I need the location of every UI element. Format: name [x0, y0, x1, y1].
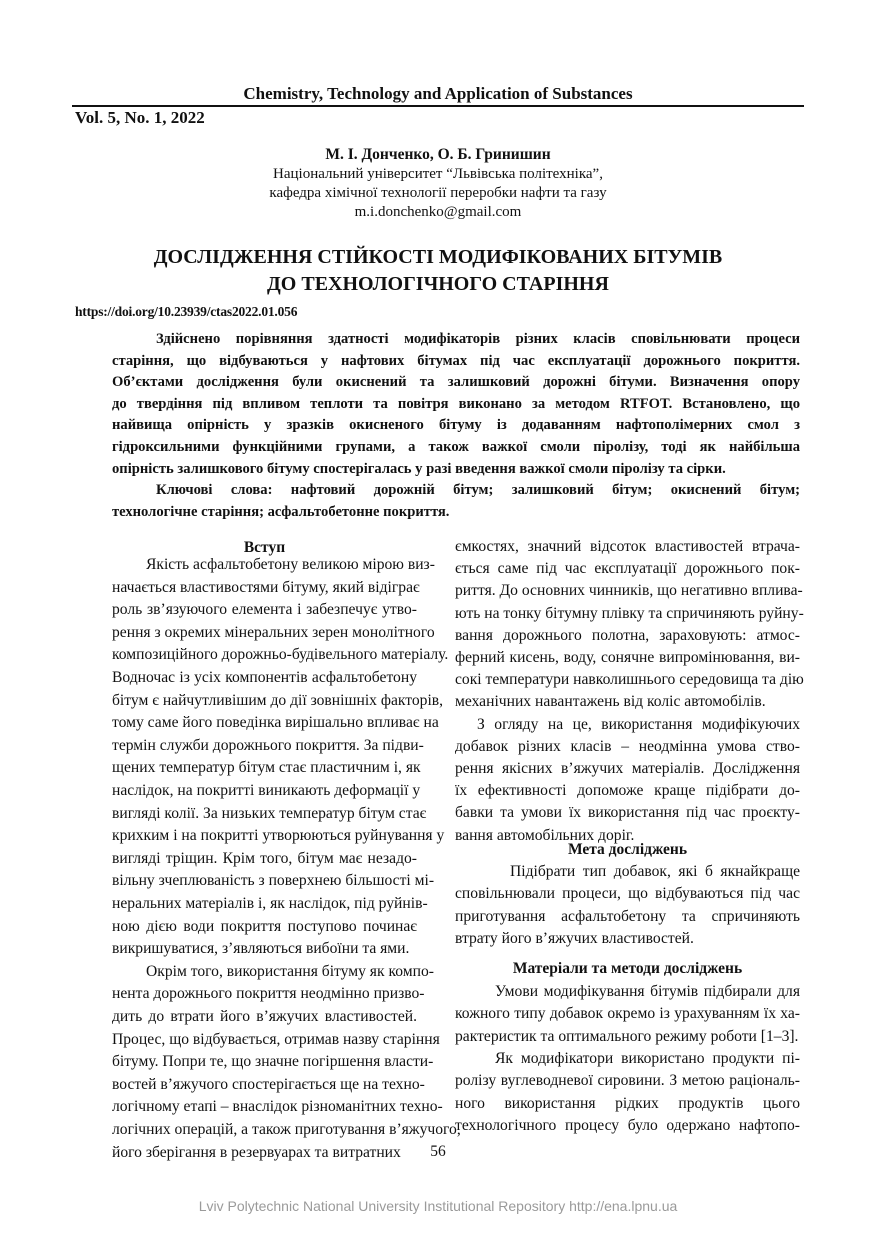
section-heading-aim: Мета досліджень: [567, 841, 688, 858]
text-line: Як модифікатори використано продукти пі-: [495, 1049, 800, 1067]
text-line: ємкостях, значний відсоток властивостей втрача-: [455, 538, 800, 555]
doi-link[interactable]: https://doi.org/10.23939/ctas2022.01.056: [75, 304, 298, 319]
text-line: рактеристик та оптимального режиму роботи [1–3].: [455, 1027, 799, 1045]
text-line: найвища опірність у зразків окисненого бітуму із додаванням нафтополімерних смол з: [112, 417, 800, 434]
text-line: рення якісних в’яжучих матеріалів. Дослідження: [455, 760, 800, 777]
text-line: сповільнювали процеси, що відбуваються під час: [455, 885, 800, 903]
section-heading-methods: Матеріали та методи досліджень: [512, 960, 743, 977]
text-line: Водночас із усіх компонентів асфальтобетону: [112, 669, 417, 686]
text-line: вання дорожнього полотна, зараховують: атмос-: [455, 626, 800, 644]
text-line: Окрім того, використання бітуму як компо-: [146, 962, 434, 980]
text-line: вання автомобільних доріг.: [455, 826, 635, 844]
text-line: крихким і на покритті утворюються руйнування у: [112, 827, 445, 845]
text-line: ною дією води покриття поступово починає: [112, 917, 417, 935]
text-line: Здійснено порівняння здатності модифікаторів різних класів сповільнювати процеси: [156, 331, 800, 347]
page-number: 56: [430, 1143, 446, 1160]
text-line: роль зв’язуючого елемента і забезпечує утво-: [112, 601, 417, 619]
affiliation-line: Національний університет “Львівська політехніка”,: [273, 166, 603, 182]
text-line: Процес, що відбувається, отримав назву старіння: [112, 1030, 440, 1048]
text-line: рення з окремих мінеральних зерен монолітного: [112, 623, 435, 641]
text-line: гідроксильними функційними групами, а також важкої смоли піролізу, тоді як найбільша: [112, 439, 800, 455]
text-line: добавок різних класів – неодмінна умова ство-: [455, 737, 800, 755]
section-heading-intro: Вступ: [243, 539, 286, 556]
volume-info: Vol. 5, No. 1, 2022: [75, 108, 205, 127]
text-line: технологічне старіння; асфальтобетонне покриття.: [112, 503, 450, 520]
text-line: ного використання рідких продуктів цього: [455, 1094, 800, 1112]
text-line: бітум є найчутливішим до дії зовнішніх факторів,: [112, 691, 444, 709]
title-line: ДО ТЕХНОЛОГІЧНОГО СТАРІННЯ: [267, 273, 609, 295]
text-line: неральних матеріалів і, як наслідок, під руйнів-: [112, 895, 428, 912]
affiliation-line: кафедра хімічної технології переробки нафти та газу: [269, 185, 607, 201]
text-line: логічному етапі – внаслідок різноманітних техно-: [112, 1098, 443, 1116]
repository-footer: Lviv Polytechnic National University Institutional Repository http://ena.lpnu.ua: [198, 1198, 678, 1214]
text-line: ють на тонку бітумну плівку та спричиняють руйну-: [455, 604, 804, 622]
text-line: начається властивостями бітуму, який відіграє: [112, 578, 420, 596]
text-line: Підібрати тип добавок, які б якнайкраще: [510, 863, 800, 880]
text-line: втрату його в’яжучих властивостей.: [455, 930, 694, 948]
text-line: технологічного процесу було одержано нафтопо-: [455, 1116, 800, 1134]
text-line: механічних навантажень від коліс автомобілів.: [455, 693, 766, 711]
text-line: тому саме його поведінка вирішально впливає на: [112, 714, 439, 732]
text-line: приготування асфальтобетону та спричиняють: [455, 907, 800, 925]
text-line: опірність залишкового бітуму спостерігалась у разі введення важкої смоли піролізу та сірки.: [112, 460, 726, 477]
journal-name: Chemistry, Technology and Application of Substances: [243, 84, 633, 103]
text-line: Ключові слова: нафтовий дорожній бітум; залишковий бітум; окиснений бітум;: [156, 482, 800, 499]
text-line: вигляді тріщин. Крім того, бітум має незадо-: [112, 849, 417, 867]
text-line: бітуму. Попри те, що значне погіршення власти-: [112, 1053, 434, 1071]
text-line: композиційного дорожньо-будівельного матеріалу.: [112, 646, 449, 664]
text-line: дить до втрати його в’яжучих властивостей.: [112, 1008, 417, 1025]
text-line: Якість асфальтобетону великою мірою виз-: [146, 556, 435, 573]
title-line: ДОСЛІДЖЕННЯ СТІЙКОСТІ МОДИФІКОВАНИХ БІТУМІВ: [153, 246, 723, 268]
text-line: ється саме під час експлуатації дорожнього пок-: [455, 560, 800, 578]
text-line: викришуватися, з’являються вибоїни та ями.: [112, 940, 410, 958]
text-line: востей в’яжучого спостерігається ще на техно-: [112, 1075, 425, 1093]
text-line: ролізу вуглеводневої сировини. З метою раціональ-: [455, 1072, 800, 1090]
text-line: З огляду на це, використання модифікуючих: [477, 715, 800, 733]
text-line: Об’єктами дослідження були окиснений та залишковий дорожні бітуми. Визначення опору: [112, 374, 800, 391]
text-line: наслідок, на покритті виникають деформації у: [112, 782, 421, 799]
header-rule: [72, 105, 804, 107]
paper-title: [0, 244, 876, 298]
author-email[interactable]: m.i.donchenko@gmail.com: [354, 204, 522, 220]
text-line: риття. До основних чинників, що негативно вплива-: [455, 582, 803, 600]
text-line: вільну зчеплюваність з поверхнею більшості мі-: [112, 872, 435, 890]
text-line: вигляді колії. За низьких температур бітум стає: [112, 804, 427, 822]
text-line: старіння, що відбуваються у нафтових бітумах під час експлуатації дорожнього покриття.: [112, 352, 800, 369]
text-line: бавки та умови їх використання під час проєкту-: [455, 804, 800, 822]
text-line: Умови модифікування бітумів підбирали для: [495, 983, 800, 1000]
text-line: щених температур бітум стає пластичним і, як: [112, 759, 421, 777]
text-line: до твердіння під впливом теплоти та повітря виконано за методом RTFOT. Встановлено, що: [112, 395, 800, 412]
text-line: сокі температури навколишнього середовища та дію: [455, 671, 804, 689]
text-line: їх ефективності допоможе краще підібрати до-: [455, 782, 800, 800]
text-line: логічних операцій, а також приготування в’яжучого,: [112, 1121, 461, 1138]
text-line: нента дорожнього покриття неодмінно призво-: [112, 985, 425, 1003]
text-line: кожного типу добавок окремо із урахуванням їх ха-: [455, 1005, 800, 1023]
text-line: термін служби дорожнього покриття. За підви-: [112, 736, 424, 754]
authors: М. І. Донченко, О. Б. Гринишин: [325, 146, 551, 163]
text-line: його зберігання в резервуарах та витратних: [112, 1143, 401, 1161]
text-line: ферний кисень, воду, сонячне випромінювання, ви-: [455, 649, 800, 666]
